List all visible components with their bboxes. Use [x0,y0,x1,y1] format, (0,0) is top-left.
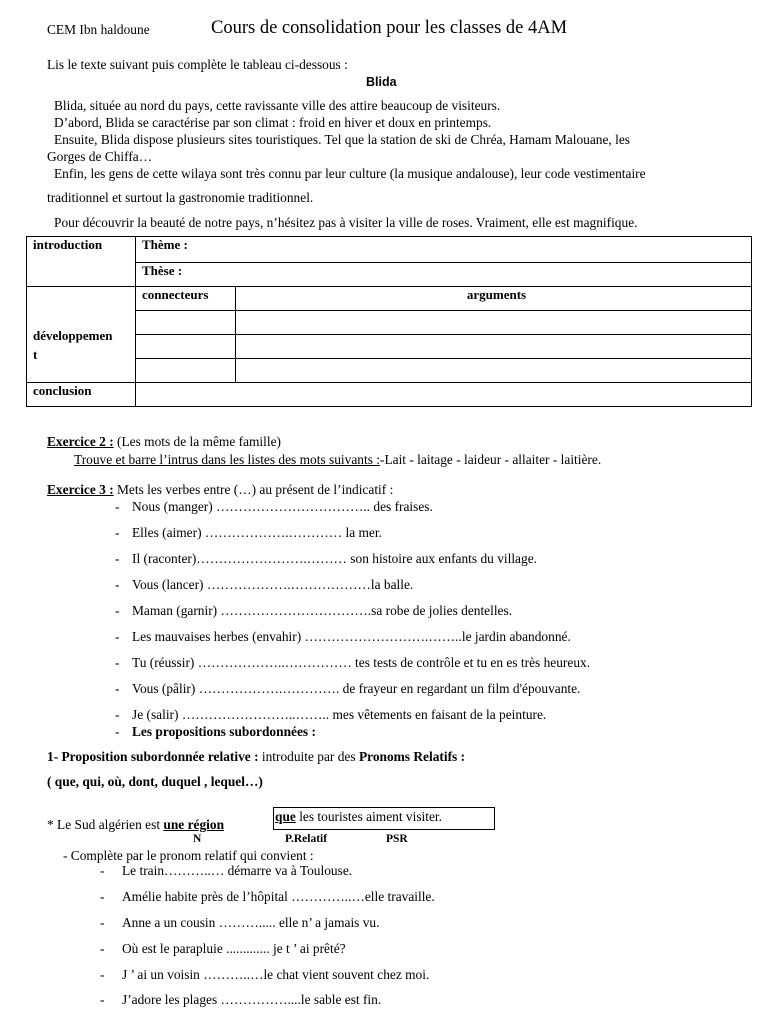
theme-cell [136,237,752,263]
text-title: Blida [366,75,397,89]
text-line-7: Pour découvrir la beauté de notre pays, n’hésitez pas à visiter la ville de roses. Vraiment, elle est magnifique. [54,215,638,230]
intro-cell [27,237,136,287]
analysis-table [26,236,752,407]
text-line-3: Ensuite, Blida dispose plusieurs sites touristiques. Tel que la station de ski de Chréa, Hamam Malouane, les [54,132,630,147]
example-noun: une région [163,817,225,832]
connecteurs-header [136,287,236,311]
reading-instruction: Lis le texte suivant puis complète le tableau ci-dessous : [47,57,348,72]
exercice2-subtitle: (Les mots de la même famille) [113,434,281,449]
dev-label-2: t [33,347,38,362]
exercice3-instruction: Mets les verbes entre (…) au présent de l’indicatif : [113,482,394,497]
intro-label: introduction [33,237,103,252]
connecteur-blank [136,311,236,335]
relative-heading-bold: 1- Proposition subordonnée relative : [47,749,259,764]
label-n: N [193,833,202,845]
school-name: CEM Ibn haldoune [47,22,150,37]
argument-blank [236,335,752,359]
text-line-6: traditionnel et surtout la gastronomie traditionnel. [47,190,314,205]
text-line-4: Gorges de Chiffa… [47,149,153,164]
exercice2-line [74,452,601,468]
relative-instruction: - Complète par le pronom relatif qui convient : [63,848,314,863]
arguments-label: arguments [466,287,527,302]
argument-blank [236,311,752,335]
relative-clause [275,809,442,825]
example-rest: les touristes aiment visiter. [295,809,443,824]
pronouns-list: ( que, qui, où, dont, duquel , lequel…) [47,774,263,789]
relative-heading-pr: Pronoms Relatifs : [358,749,466,764]
exercice2-title: Exercice 2 : [47,434,114,449]
argument-blank [236,359,752,383]
exercice3-title: Exercice 3 : [47,482,114,497]
conclusion-label: conclusion [33,383,92,398]
text-line-1: Blida, située au nord du pays, cette ravissante ville des attire beaucoup de visiteurs. [54,98,501,113]
arguments-header [236,287,752,311]
connecteurs-label: connecteurs [142,287,209,302]
text-line-2: D’abord, Blida se caractérise par son climat : froid en hiver et doux en printemps. [54,115,492,130]
example-sentence [47,817,224,833]
relative-heading [47,749,465,765]
exercice3-heading [47,482,393,498]
example-que: que [275,809,296,824]
connecteur-blank [136,359,236,383]
text-line-5: Enfin, les gens de cette wilaya sont très connu par leur culture (la musique andalouse), leur code vestimentaire [54,166,646,181]
connecteur-blank [136,335,236,359]
dev-cell [27,287,136,383]
label-psr: PSR [386,833,408,845]
exercice2-heading [47,434,281,450]
these-label: Thèse : [142,263,183,278]
these-cell [136,263,752,287]
example-prefix: * Le Sud algérien est [47,817,164,832]
exercice2-instruction: Trouve et barre l’intrus dans les listes des mots suivants : [74,452,380,467]
page-title: Cours de consolidation pour les classes de 4AM [211,18,568,38]
relative-heading-normal: introduite par des [258,749,359,764]
dev-label-1: développemen [33,328,113,343]
label-prel: P.Relatif [285,833,328,845]
theme-label: Thème : [142,237,188,252]
exercice2-words: -Lait - laitage - laideur - allaiter - laitière. [379,452,602,467]
conclusion-blank [136,383,752,407]
conclusion-cell [27,383,136,407]
